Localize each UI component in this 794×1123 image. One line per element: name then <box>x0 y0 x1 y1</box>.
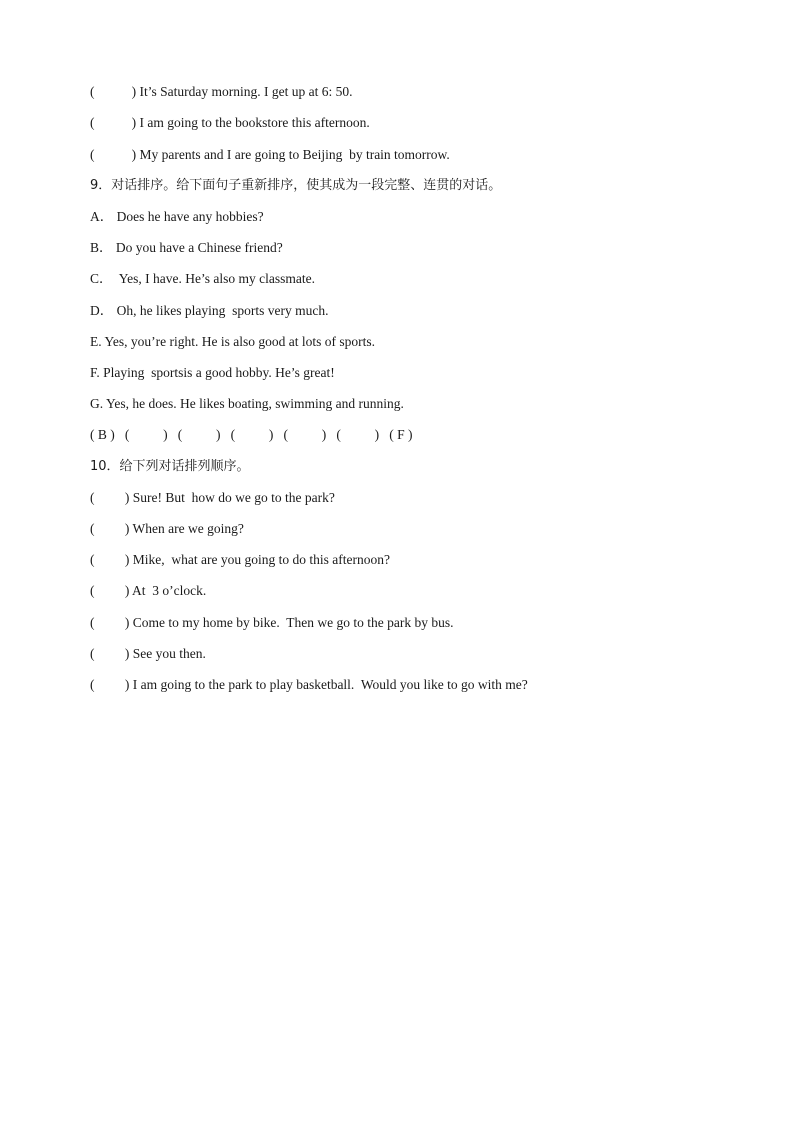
s10-line-5: ( ) Come to my home by bike. Then we go to the park by bus. <box>90 615 454 630</box>
s9-line-g: G. Yes, he does. He likes boating, swimming and running. <box>90 396 404 411</box>
s10-heading: 10．给下列对话排列顺序。 <box>90 459 250 474</box>
s10-line-3: ( ) Mike, what are you going to do this afternoon? <box>90 552 390 567</box>
s10-line-7: ( ) I am going to the park to play basketball. Would you like to go with me? <box>90 677 528 692</box>
s9-line-f: F. Playing sportsis a good hobby. He’s great! <box>90 365 335 380</box>
s9-line-a: A． Does he have any hobbies? <box>90 209 264 224</box>
s9-line-b: B． Do you have a Chinese friend? <box>90 240 283 255</box>
s8-line-2: ( ) I am going to the bookstore this afternoon. <box>90 115 370 130</box>
s9-line-c: C． Yes, I have. He’s also my classmate. <box>90 271 315 286</box>
s9-line-d: D． Oh, he likes playing sports very much. <box>90 303 329 318</box>
s9-answer-row: ( B ) ( ) ( ) ( ) ( ) ( ) ( F ) <box>90 427 413 442</box>
s10-line-1: ( ) Sure! But how do we go to the park? <box>90 490 335 505</box>
s10-line-2: ( ) When are we going? <box>90 521 244 536</box>
s10-line-6: ( ) See you then. <box>90 646 206 661</box>
s9-heading: 9．对话排序。给下面句子重新排序，使其成为一段完整、连贯的对话。 <box>90 178 502 193</box>
s8-line-3: ( ) My parents and I are going to Beijing by train tomorrow. <box>90 147 450 162</box>
s9-line-e: E. Yes, you’re right. He is also good at lots of sports. <box>90 334 375 349</box>
s8-line-1: ( ) It’s Saturday morning. I get up at 6: 50. <box>90 84 353 99</box>
s10-line-4: ( ) At 3 o’clock. <box>90 583 207 598</box>
